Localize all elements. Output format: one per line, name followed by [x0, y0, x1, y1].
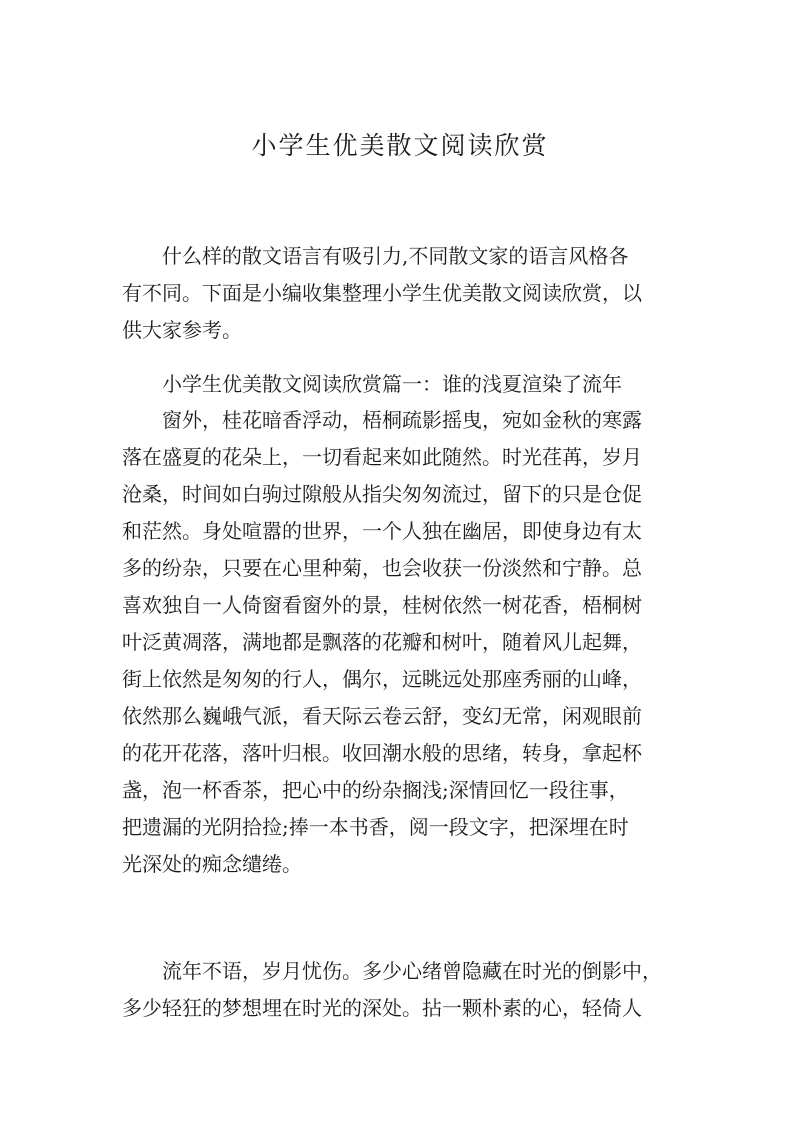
section-heading-text: 小学生优美散文阅读欣赏篇一：谁的浅夏渲染了流年	[122, 372, 622, 396]
text-line: 沧桑，时间如白驹过隙般从指尖匆匆流过，留下的只是仓促	[122, 482, 642, 506]
text-line: 街上依然是匆匆的行人，偶尔，远眺远处那座秀丽的山峰，	[122, 667, 642, 691]
text-line: 流年不语，岁月忧伤。多少心绪曾隐藏在时光的倒影中，	[122, 959, 662, 983]
text-line: 落在盛夏的花朵上，一切看起来如此随然。时光荏苒，岁月	[122, 445, 642, 469]
text-line: 依然那么巍峨气派，看天际云卷云舒，变幻无常，闲观眼前	[122, 704, 642, 728]
intro-paragraph	[122, 238, 692, 349]
text-line: 把遗漏的光阴拾捡;捧一本书香，阅一段文字，把深埋在时	[122, 815, 629, 839]
text-line: 多的纷杂，只要在心里种菊，也会收获一份淡然和宁静。总	[122, 556, 642, 580]
text-line: 喜欢独自一人倚窗看窗外的景，桂树依然一树花香，梧桐树	[122, 593, 642, 617]
paragraph-2	[122, 953, 692, 1027]
text-line: 光深处的痴念缱绻。	[122, 852, 302, 876]
text-line: 和茫然。身处喧嚣的世界，一个人独在幽居，即使身边有太	[122, 519, 642, 543]
text-line: 叶泛黄凋落，满地都是飘落的花瓣和树叶，随着风儿起舞，	[122, 630, 642, 654]
text-line: 什么样的散文语言有吸引力,不同散文家的语言风格各	[122, 244, 629, 268]
paragraph-1	[122, 402, 692, 883]
text-line: 窗外，桂花暗香浮动，梧桐疏影摇曳，宛如金秋的寒露	[122, 408, 642, 432]
text-line: 供大家参考。	[122, 318, 242, 342]
document-title: 小学生优美散文阅读欣赏	[251, 131, 549, 160]
text-line: 的花开花落，落叶归根。收回潮水般的思绪，转身，拿起杯	[122, 741, 642, 765]
text-line: 盏，泡一杯香茶，把心中的纷杂搁浅;深情回忆一段往事，	[122, 778, 629, 802]
text-line: 有不同。下面是小编收集整理小学生优美散文阅读欣赏，以	[122, 281, 642, 305]
text-line: 多少轻狂的梦想埋在时光的深处。拈一颗朴素的心，轻倚人	[122, 996, 642, 1020]
section-heading	[122, 366, 692, 403]
